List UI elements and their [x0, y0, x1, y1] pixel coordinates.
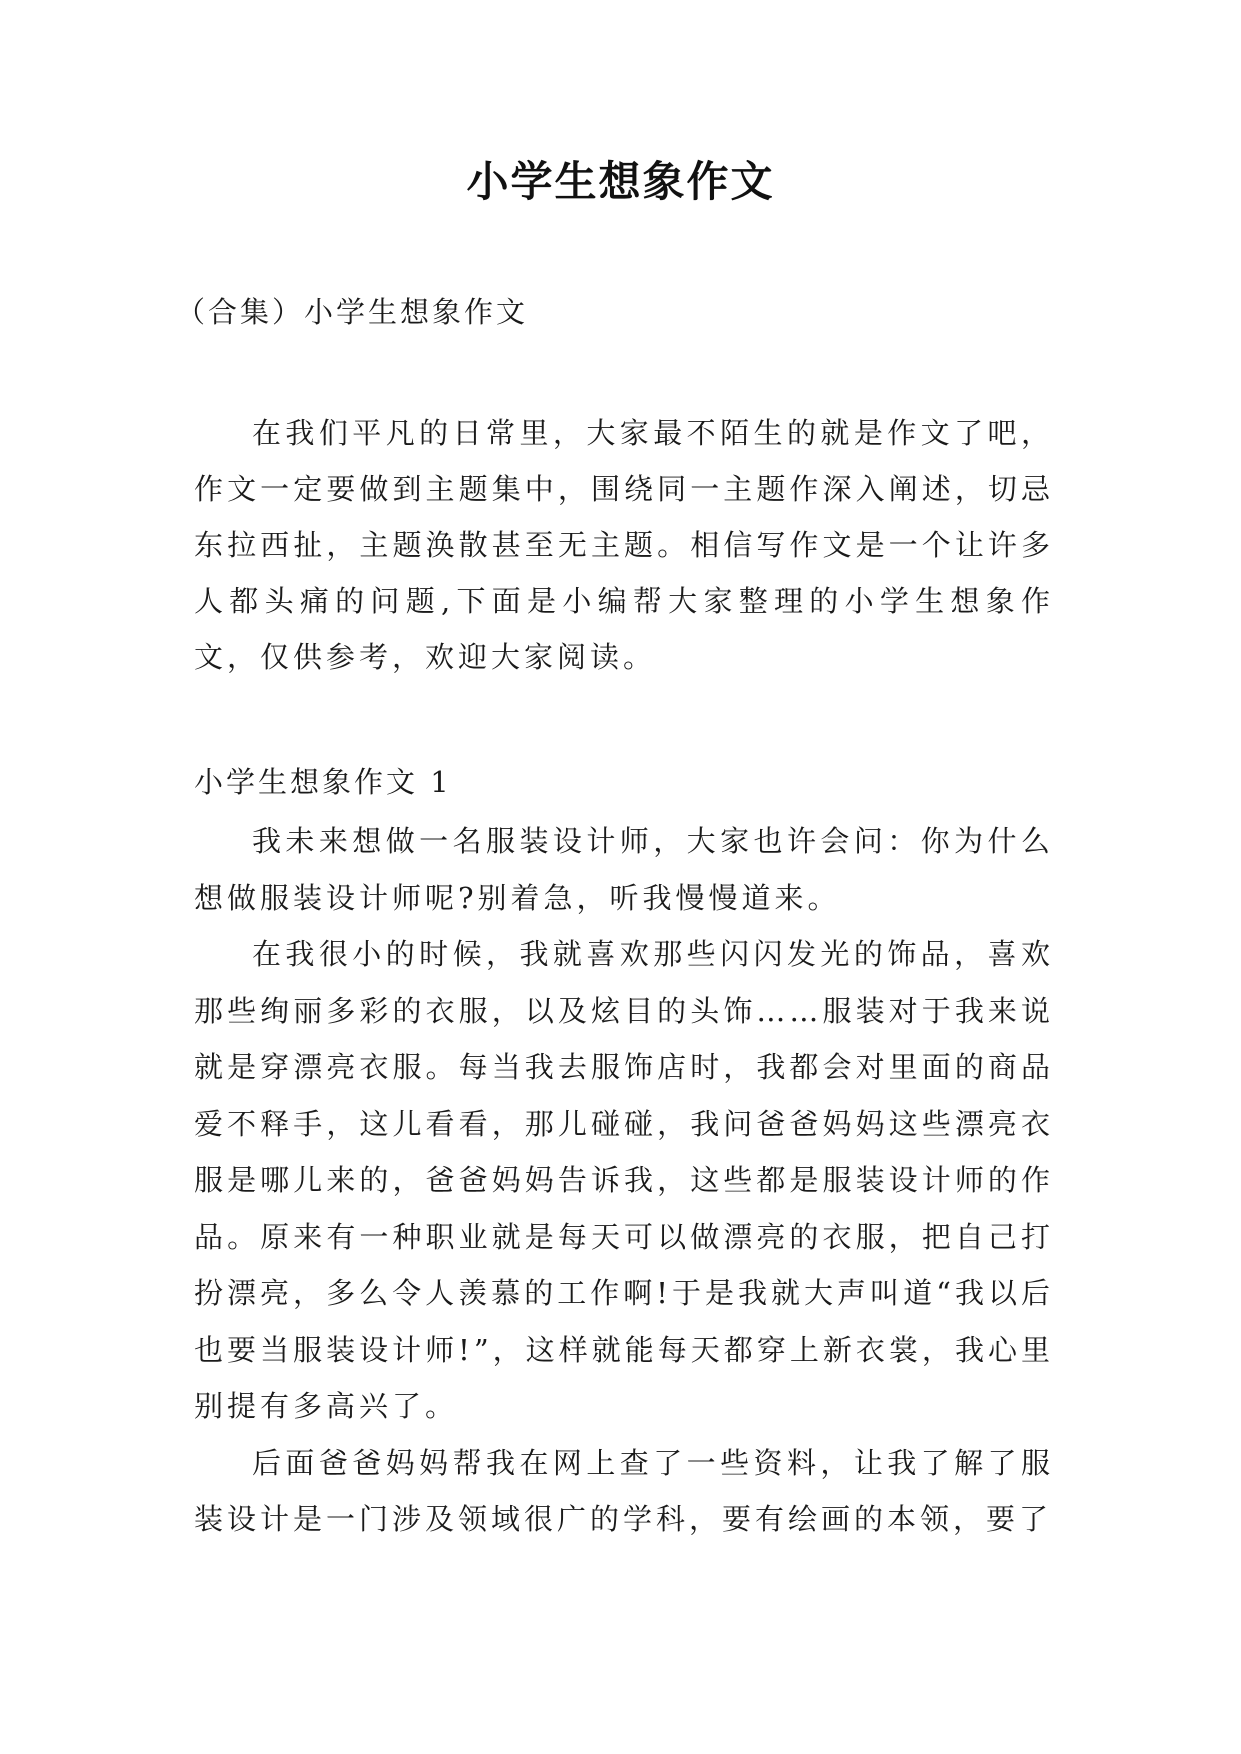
essay-body	[194, 813, 1054, 1548]
intro-paragraph: 在我们平凡的日常里，大家最不陌生的就是作文了吧，作文一定要做到主题集中，围绕同一主题作深入阐述，切忌东拉西扯，主题涣散甚至无主题。相信写作文是一个让许多人都头痛的问题,下面是小编帮大家整理的小学生想象作文，仅供参考，欢迎大家阅读。	[194, 416, 1054, 674]
document-subtitle: （合集）小学生想象作文	[176, 295, 529, 329]
essay-paragraph-3: 后面爸爸妈妈帮我在网上查了一些资料，让我了解了服装设计是一门涉及领域很广的学科，要有绘画的本领，要了	[194, 1445, 1054, 1536]
document-title: 小学生想象作文	[466, 157, 775, 206]
essay-paragraph-1: 我未来想做一名服装设计师，大家也许会问：你为什么想做服装设计师呢?别着急，听我慢慢道来。	[194, 824, 1054, 915]
intro-section	[194, 405, 1054, 685]
essay-paragraph-2: 在我很小的时候，我就喜欢那些闪闪发光的饰品，喜欢那些绚丽多彩的衣服，以及炫目的头饰……服装对于我来说就是穿漂亮衣服。每当我去服饰店时，我都会对里面的商品爱不释手，这儿看看，那儿碰碰，我问爸爸妈妈这些漂亮衣服是哪儿来的，爸爸妈妈告诉我，这些都是服装设计师的作品。原来有一种职业就是每天可以做漂亮的衣服，把自己打扮漂亮，多么令人羡慕的工作啊!于是我就大声叫道“我以后也要当服装设计师!”，这样就能每天都穿上新衣裳，我心里别提有多高兴了。	[194, 937, 1054, 1423]
section-heading: 小学生想象作文 1	[194, 765, 452, 799]
